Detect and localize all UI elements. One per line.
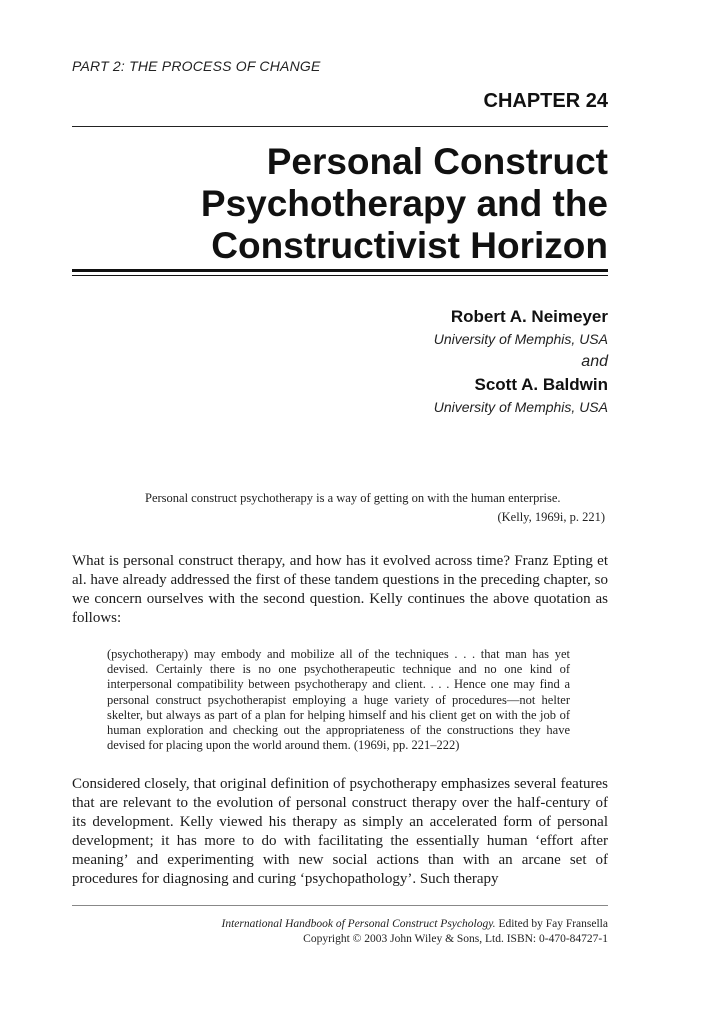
- title-line: Psychotherapy and the: [200, 183, 608, 224]
- author-name: Robert A. Neimeyer: [450, 307, 608, 326]
- book-title: International Handbook of Personal Construct Psychology.: [221, 918, 496, 930]
- epigraph-citation: (Kelly, 1969i, p. 221): [497, 510, 605, 524]
- chapter-number: CHAPTER 24: [483, 90, 608, 112]
- edited-by: Edited by Fay Fransella: [498, 918, 608, 930]
- title-line: Constructivist Horizon: [211, 225, 608, 266]
- title-rule-thick: [72, 269, 608, 272]
- block-quote: (psychotherapy) may embody and mobilize all of the techniques . . . that man has yet devised. Certainly there is no one psychotherapeutic technique and no one kind of interpersonal compatibility between psychotherapy and client. . . . Hence one may find a personal construct psychotherapist employing a huge variety of procedures—not helter skelter, but always as part of a plan for helping himself and his client get on with the job of human exploration and checking out the appropriateness of the constructions they have devised for placing upon the world around them. (1969i, pp. 221–222): [107, 647, 570, 753]
- header-rule: [72, 126, 608, 127]
- author-affiliation: University of Memphis, USA: [433, 399, 608, 415]
- footer-rule: [72, 905, 608, 906]
- body-paragraph: What is personal construct therapy, and how has it evolved across time? Franz Epting et al. have already addressed the first of these tandem questions in the preceding chapter, so we concern ourselves with the second question. Kelly continues the above quotation as follows:: [72, 553, 608, 626]
- epigraph: [145, 491, 605, 525]
- body-paragraph: Considered closely, that original definition of psychotherapy emphasizes several features that are relevant to the evolution of personal construct therapy over the half-century of its development. Kelly viewed his therapy as simply an accelerated form of personal development; it has more to do with facilitating the essentially human ‘effort after meaning’ and experimenting with new social actions than with an arcane set of procedures for diagnosing and curing ‘psychopathology’. Such therapy: [72, 776, 608, 887]
- footer-line-1: [222, 917, 609, 932]
- author-affiliation: University of Memphis, USA: [433, 331, 608, 347]
- chapter-title: [201, 141, 608, 267]
- author-name: Scott A. Baldwin: [474, 375, 608, 394]
- epigraph-text: Personal construct psychotherapy is a way of getting on with the human enterprise.: [145, 491, 561, 505]
- title-rule-thin: [72, 275, 608, 276]
- author-block: [208, 306, 608, 418]
- title-line: Personal Construct: [266, 141, 608, 182]
- copyright: Copyright © 2003 John Wiley & Sons, Ltd. ISBN: 0-470-84727-1: [303, 933, 608, 945]
- author-separator: and: [581, 353, 608, 370]
- running-header-part: PART 2: THE PROCESS OF CHANGE: [72, 58, 321, 74]
- footer: [222, 917, 609, 947]
